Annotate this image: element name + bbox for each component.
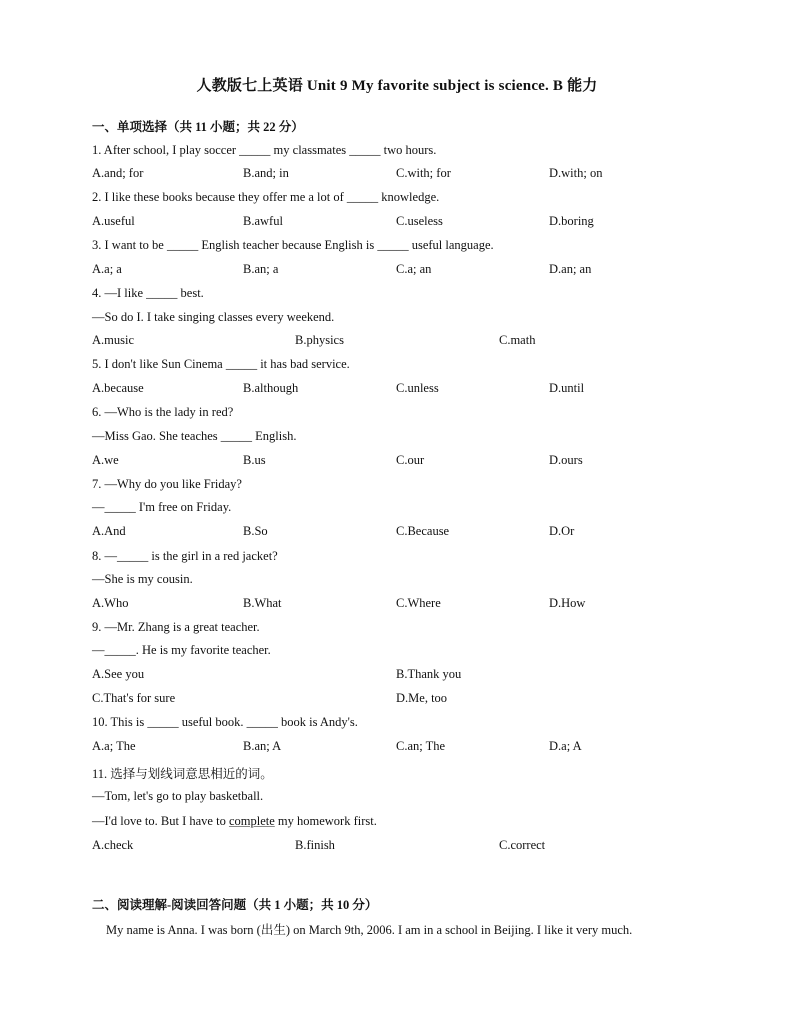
- question-8-option-d: D.How: [549, 596, 586, 610]
- question-6-dialogue: —Miss Gao. She teaches _____ English.: [92, 429, 297, 443]
- question-8-option-b: B.What: [243, 596, 282, 610]
- question-2-option-a: A.useful: [92, 214, 135, 228]
- question-3-option-d: D.an; an: [549, 262, 592, 276]
- question-1-option-a: A.and; for: [92, 166, 144, 180]
- question-7-stem: 7. —Why do you like Friday?: [92, 477, 242, 491]
- question-8-option-c: C.Where: [396, 596, 441, 610]
- question-6-option-d: D.ours: [549, 453, 583, 467]
- question-9-option-c: C.That's for sure: [92, 691, 176, 705]
- underlined-word: complete: [228, 814, 275, 828]
- question-6-option-a: A.we: [92, 453, 119, 467]
- question-6-option-c: C.our: [396, 453, 425, 467]
- question-4-option-a: A.music: [92, 333, 135, 347]
- question-10-option-b: B.an; A: [243, 739, 282, 753]
- question-2-option-d: D.boring: [549, 214, 594, 228]
- question-2-option-b: B.awful: [243, 214, 283, 228]
- question-9-option-d: D.Me, too: [396, 691, 448, 705]
- question-11-option-a: A.check: [92, 838, 134, 852]
- question-9-stem: 9. —Mr. Zhang is a great teacher.: [92, 620, 260, 634]
- question-11-option-b: B.finish: [295, 838, 335, 852]
- question-1-option-c: C.with; for: [396, 166, 451, 180]
- question-6-option-b: B.us: [243, 453, 266, 467]
- question-4-stem: 4. —I like _____ best.: [92, 286, 204, 300]
- question-6-stem: 6. —Who is the lady in red?: [92, 405, 234, 419]
- question-9-dialogue: —_____. He is my favorite teacher.: [92, 643, 271, 657]
- question-7-dialogue: —_____ I'm free on Friday.: [92, 500, 232, 514]
- section-1-heading: 一、单项选择（共 11 小题；共 22 分）: [92, 120, 304, 134]
- question-8-stem: 8. —_____ is the girl in a red jacket?: [92, 549, 278, 563]
- question-9-option-b: B.Thank you: [396, 667, 462, 681]
- question-5-option-d: D.until: [549, 381, 585, 395]
- question-7-option-d: D.Or: [549, 524, 575, 538]
- question-4-dialogue: —So do I. I take singing classes every weekend.: [92, 310, 335, 324]
- question-5-option-c: C.unless: [396, 381, 439, 395]
- section-2-heading: 二、阅读理解-阅读回答问题（共 1 小题；共 10 分）: [92, 898, 378, 912]
- question-7-option-b: B.So: [243, 524, 268, 538]
- page-title: 人教版七上英语 Unit 9 My favorite subject is science. B 能力: [196, 78, 598, 94]
- question-1-option-d: D.with; on: [549, 166, 603, 180]
- question-10-option-d: D.a; A: [549, 739, 582, 753]
- question-11-dialogue-2: [92, 814, 377, 829]
- question-4-option-c: C.math: [499, 333, 536, 347]
- question-11-option-c: C.correct: [499, 838, 546, 852]
- question-10-stem: 10. This is _____ useful book. _____ book is Andy's.: [92, 715, 358, 729]
- reading-passage: My name is Anna. I was born (出生) on March 9th, 2006. I am in a school in Beijing. I like it very much.: [106, 923, 633, 937]
- question-3-option-c: C.a; an: [396, 262, 432, 276]
- question-9-option-a: A.See you: [92, 667, 145, 681]
- question-1-option-b: B.and; in: [243, 166, 289, 180]
- question-3-option-b: B.an; a: [243, 262, 279, 276]
- question-5-stem: 5. I don't like Sun Cinema _____ it has bad service.: [92, 357, 350, 371]
- question-11-dialogue-1: —Tom, let's go to play basketball.: [92, 789, 264, 803]
- question-11-dialogue-suffix: my homework first.: [274, 814, 377, 828]
- question-4-option-b: B.physics: [295, 333, 344, 347]
- question-8-option-a: A.Who: [92, 596, 129, 610]
- question-10-option-a: A.a; The: [92, 739, 136, 753]
- question-10-option-c: C.an; The: [396, 739, 446, 753]
- question-11-stem: 11. 选择与划线词意思相近的词。: [92, 767, 273, 781]
- question-5-option-b: B.although: [243, 381, 299, 395]
- question-2-stem: 2. I like these books because they offer me a lot of _____ knowledge.: [92, 190, 440, 204]
- question-5-option-a: A.because: [92, 381, 144, 395]
- question-11-dialogue-prefix: —I'd love to. But I have to: [92, 814, 229, 828]
- question-2-option-c: C.useless: [396, 214, 443, 228]
- question-7-option-a: A.And: [92, 524, 126, 538]
- question-7-option-c: C.Because: [396, 524, 450, 538]
- question-1-stem: 1. After school, I play soccer _____ my classmates _____ two hours.: [92, 143, 437, 157]
- question-3-stem: 3. I want to be _____ English teacher because English is _____ useful language.: [92, 238, 494, 252]
- question-3-option-a: A.a; a: [92, 262, 122, 276]
- question-8-dialogue: —She is my cousin.: [92, 572, 193, 586]
